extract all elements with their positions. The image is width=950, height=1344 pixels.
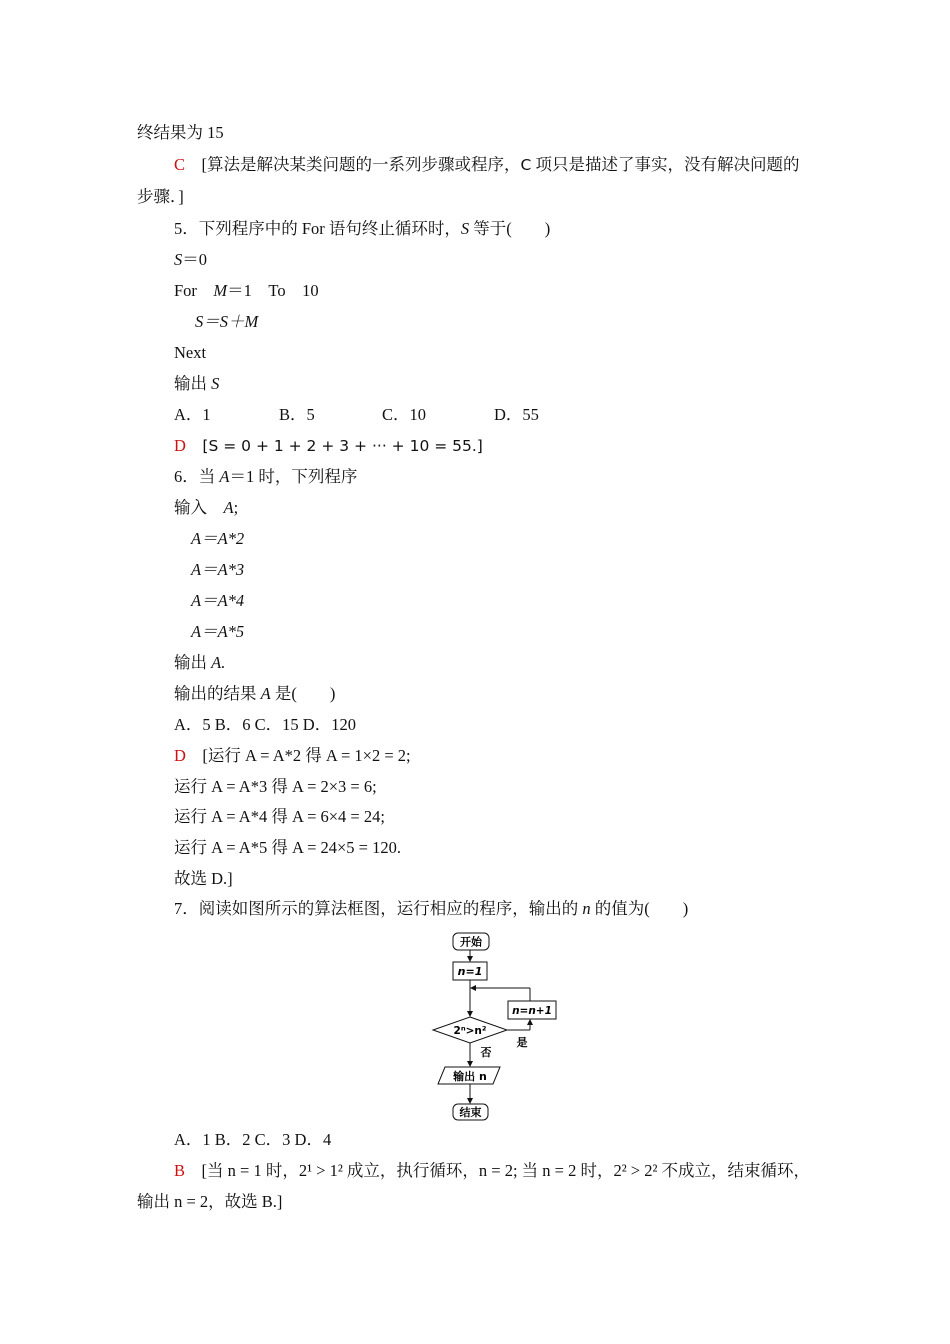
question-5-options — [174, 404, 539, 426]
start-label: 开始 — [460, 935, 482, 949]
answer-line: 故选 D.] — [174, 869, 233, 888]
answer-line: 运行 A = A*4 得 A = 6×4 = 24; — [174, 807, 385, 826]
answer-line: 输出 n = 2，故选 B.] — [137, 1192, 283, 1211]
code-line: A＝A*5 — [191, 622, 245, 641]
yes-label: 是 — [516, 1036, 528, 1049]
option-a: A．1 — [174, 405, 211, 424]
question-6-stem: 6．当 A＝1 时，下列程序 — [174, 467, 358, 486]
code-line: 输出 S — [174, 374, 220, 393]
option-d: D．55 — [494, 405, 539, 424]
init-label: n=1 — [457, 965, 483, 978]
answer-line: 运行 A = A*3 得 A = 2×3 = 6; — [174, 777, 377, 796]
question-7-stem: 7．阅读如图所示的算法框图，运行相应的程序，输出的 n 的值为( ) — [174, 899, 689, 918]
code-line: 输入 A; — [174, 498, 239, 517]
answer-line: B [当 n = 1 时，2¹ > 1² 成立，执行循环，n = 2; 当 n = 2 时，2² > 2² 不成立，结束循环， — [174, 1161, 811, 1180]
code-line: A＝A*2 — [191, 529, 245, 548]
question-5-stem: 5．下列程序中的 For 语句终止循环时，S 等于( ) — [174, 219, 551, 238]
text-line: 终结果为 15 — [137, 123, 224, 142]
answer-line: C [算法是解决某类问题的一系列步骤或程序，C 项只是描述了事实，没有解决问题的 — [174, 155, 800, 174]
code-line: S＝0 — [174, 250, 207, 269]
code-line: A＝A*3 — [191, 560, 245, 579]
answer-mark: B — [174, 1161, 186, 1180]
code-line: 输出 A. — [174, 653, 226, 672]
code-line: Next — [174, 343, 207, 362]
answer-mark: C — [174, 155, 186, 174]
end-label: 结束 — [459, 1106, 482, 1119]
option-c: C．10 — [382, 405, 427, 424]
code-line: For M＝1 To 10 — [174, 281, 319, 300]
condition-label: 2ⁿ>n² — [453, 1025, 487, 1037]
code-line: A＝A*4 — [191, 591, 245, 610]
question-6-options: A．5 B．6 C．15 D．120 — [174, 715, 356, 734]
answer-mark: D — [174, 746, 186, 765]
update-label: n=n+1 — [512, 1005, 552, 1017]
question-7-options: A．1 B．2 C．3 D．4 — [174, 1130, 332, 1149]
answer-line: D [运行 A = A*2 得 A = 1×2 = 2; — [174, 746, 411, 765]
answer-line: D [S = 0 + 1 + 2 + 3 + ··· + 10 = 55.] — [174, 436, 483, 455]
text-line: 步骤．] — [137, 187, 184, 206]
answer-line: 运行 A = A*5 得 A = 24×5 = 120. — [174, 838, 401, 857]
algorithm-flowchart — [425, 928, 565, 1124]
question-6-ask: 输出的结果 A 是( ) — [174, 684, 336, 703]
code-line: S＝S＋M — [195, 312, 259, 331]
no-label: 否 — [480, 1046, 492, 1059]
output-label: 输出 n — [453, 1070, 487, 1083]
answer-mark: D — [174, 436, 186, 455]
option-b: B．5 — [279, 405, 315, 424]
